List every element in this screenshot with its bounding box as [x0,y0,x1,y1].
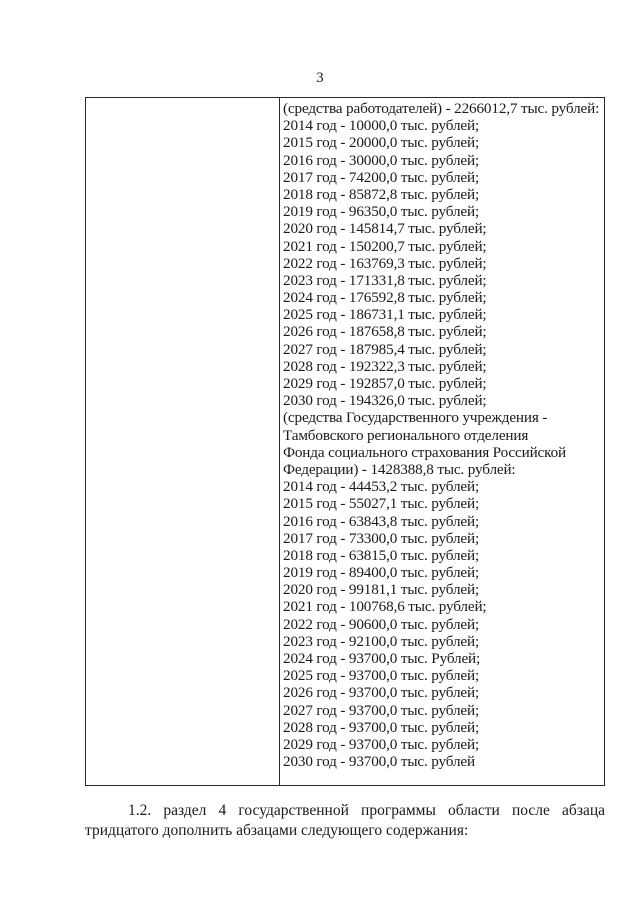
funding-line: 2023 год - 171331,8 тыс. рублей; [283,271,487,289]
table-left-cell [86,98,280,785]
funding-line: 2021 год - 100768,6 тыс. рублей; [283,598,487,616]
page-number: 3 [316,70,324,86]
funding-line: Федерации) - 1428388,8 тыс. рублей: [283,460,516,478]
funding-line: 2020 год - 145814,7 тыс. рублей; [283,220,487,238]
table-right-cell [283,100,603,770]
funding-line: 2022 год - 163769,3 тыс. рублей; [283,254,487,272]
funding-line: 2015 год - 55027,1 тыс. рублей; [283,495,480,513]
funding-line: 2015 год - 20000,0 тыс. рублей; [283,134,480,152]
funding-line: 2016 год - 63843,8 тыс. рублей; [283,512,480,530]
funding-line: 2018 год - 63815,0 тыс. рублей; [283,546,480,564]
funding-line: 2024 год - 176592,8 тыс. рублей; [283,289,487,307]
funding-line: 2021 год - 150200,7 тыс. рублей; [283,237,487,255]
funding-line: 2022 год - 90600,0 тыс. рублей; [283,615,480,633]
body-paragraph [85,801,605,841]
funding-line: 2025 год - 93700,0 тыс. рублей; [283,667,480,685]
funding-line: 2016 год - 30000,0 тыс. рублей; [283,151,480,169]
funding-line: 2014 год - 44453,2 тыс. рублей; [283,478,480,496]
funding-line: 2017 год - 73300,0 тыс. рублей; [283,529,480,547]
funding-line: 2020 год - 99181,1 тыс. рублей; [283,581,480,599]
funding-line: 2027 год - 187985,4 тыс. рублей; [283,340,487,358]
funding-line: 2030 год - 194326,0 тыс. рублей; [283,392,487,410]
paragraph-line: 1.2. раздел 4 государственной программы области после абзаца [128,802,605,819]
funding-table [85,97,605,786]
funding-line: 2029 год - 93700,0 тыс. рублей; [283,735,480,753]
funding-line: 2026 год - 93700,0 тыс. рублей; [283,684,480,702]
funding-line: (средства работодателей) - 2266012,7 тыс. рублей: [283,100,600,117]
funding-line: 2030 год - 93700,0 тыс. рублей [283,753,475,771]
funding-line: 2017 год - 74200,0 тыс. рублей; [283,168,480,186]
funding-line: 2019 год - 96350,0 тыс. рублей; [283,203,480,221]
paragraph-line: тридцатого дополнить абзацами следующего содержания: [85,822,469,839]
funding-line: 2023 год - 92100,0 тыс. рублей; [283,632,480,650]
funding-line: 2025 год - 186731,1 тыс. рублей; [283,306,487,324]
funding-line: 2026 год - 187658,8 тыс. рублей; [283,323,487,341]
funding-line: 2029 год - 192857,0 тыс. рублей; [283,375,487,392]
funding-line: (средства Государственного учреждения - [283,409,548,427]
funding-line: Тамбовского регионального отделения [283,426,529,444]
funding-line: 2028 год - 192322,3 тыс. рублей; [283,357,487,375]
funding-line: 2019 год - 89400,0 тыс. рублей; [283,564,480,582]
funding-line: 2028 год - 93700,0 тыс. рублей; [283,718,480,736]
funding-line: 2014 год - 10000,0 тыс. рублей; [283,117,480,135]
funding-line: 2024 год - 93700,0 тыс. Рублей; [283,650,481,667]
funding-line: Фонда социального страхования Российской [283,443,567,461]
funding-line: 2018 год - 85872,8 тыс. рублей; [283,185,480,203]
funding-line: 2027 год - 93700,0 тыс. рублей; [283,701,480,719]
